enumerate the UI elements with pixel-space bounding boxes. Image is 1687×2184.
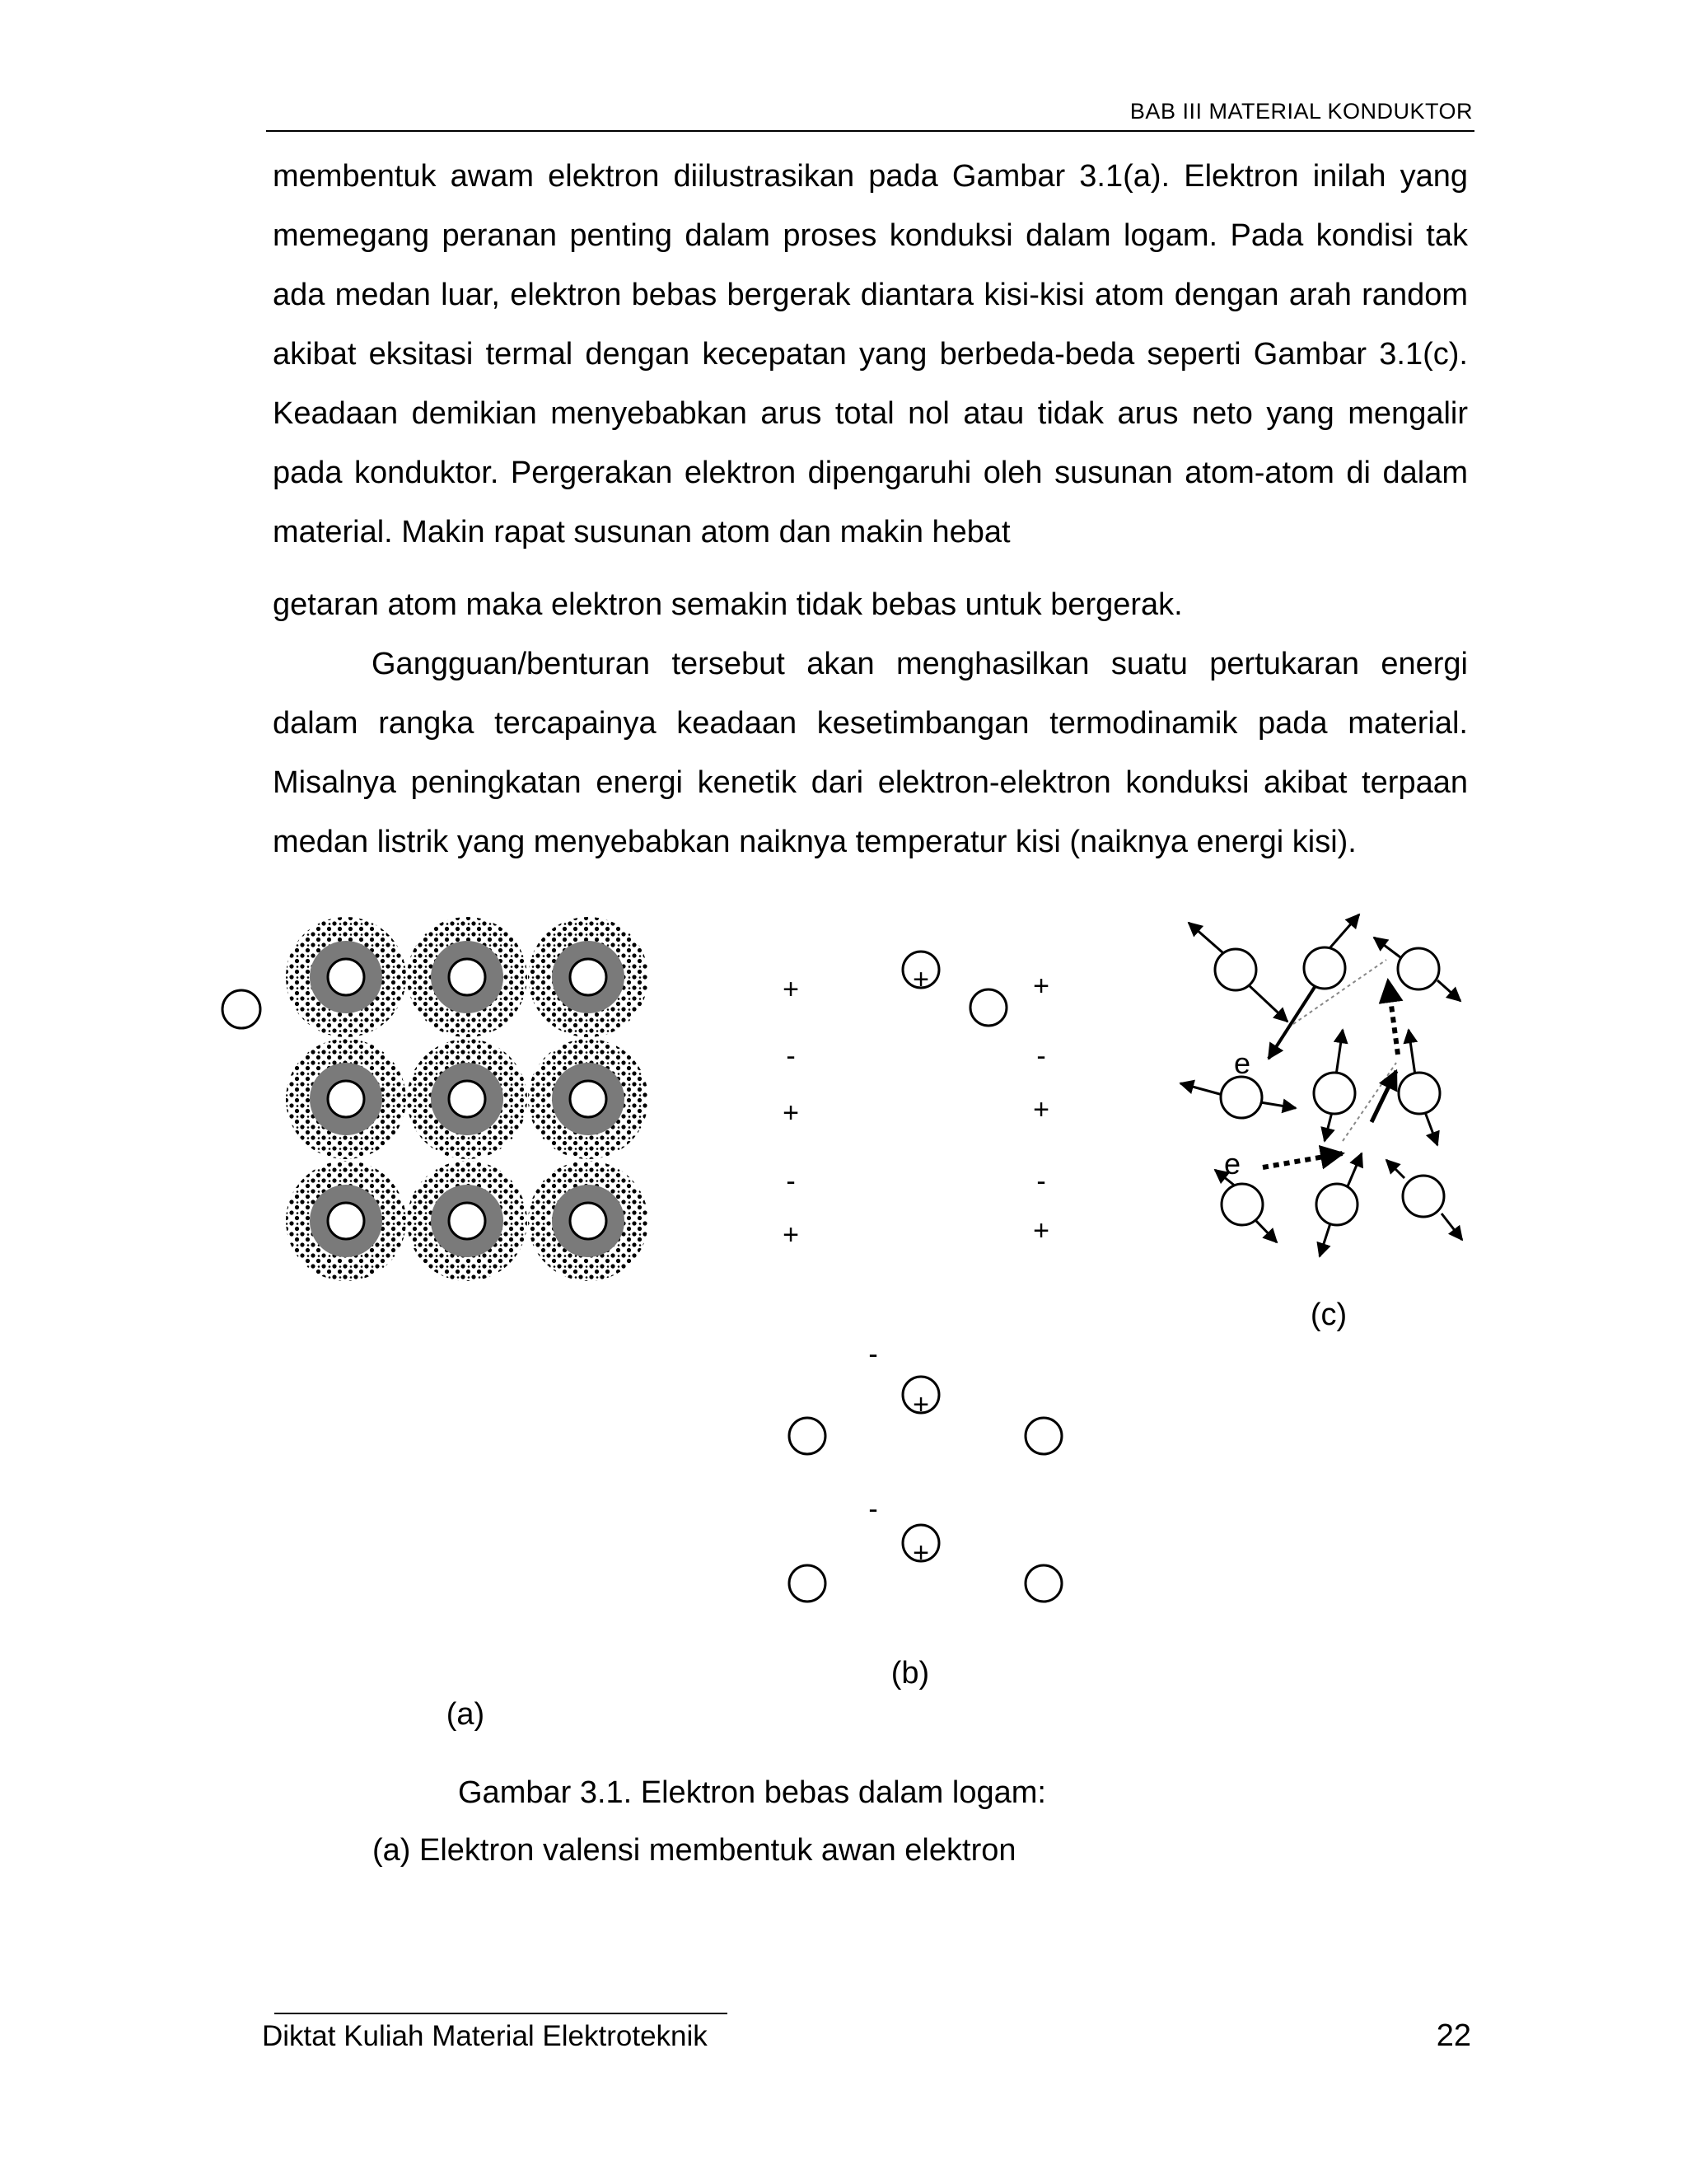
minus-sign: - bbox=[868, 1339, 878, 1370]
plus-sign: + bbox=[783, 974, 799, 1005]
atom-cloud bbox=[286, 917, 406, 1037]
electron bbox=[1221, 1077, 1262, 1118]
electron bbox=[1215, 949, 1256, 990]
atom bbox=[1026, 1418, 1062, 1454]
minus-sign: - bbox=[1036, 1166, 1046, 1197]
ion-plus-sign: + bbox=[913, 1389, 929, 1420]
minus-sign: - bbox=[786, 1166, 796, 1197]
atom bbox=[1026, 1565, 1062, 1602]
electron bbox=[1398, 948, 1439, 989]
footer-book-title: Diktat Kuliah Material Elektroteknik bbox=[262, 2020, 708, 2052]
ion-plus-sign: + bbox=[913, 1537, 929, 1569]
plus-sign: + bbox=[1033, 1215, 1049, 1246]
figure-a-lattice bbox=[222, 917, 648, 1281]
electron bbox=[1399, 1073, 1440, 1114]
atom-cloud bbox=[407, 1161, 527, 1281]
paragraph-1: membentuk awam elektron diilustrasikan pada Gambar 3.1(a). Elektron inilah yang memegang peranan penting dalam proses konduksi dalam logam. Pada kondisi tak ada medan luar, elektron bebas bergerak diantara kisi-kisi atom dengan arah random akibat eksitasi termal dengan kecepatan yang berbeda-beda seperti Gambar 3.1(c). Keadaan demikian menyebabkan arus total nol atau tidak arus neto yang mengalir pada konduktor. Pergerakan elektron dipengaruhi oleh susunan atom-atom di dalam material. Makin rapat susunan atom dan makin hebat bbox=[273, 159, 1468, 550]
atom bbox=[789, 1418, 825, 1454]
figure-caption-title: Gambar 3.1. Elektron bebas dalam logam: bbox=[458, 1775, 1046, 1810]
figure-c bbox=[1180, 914, 1462, 1256]
electron bbox=[1222, 1184, 1263, 1225]
atom-cloud bbox=[286, 1161, 406, 1281]
atom bbox=[970, 989, 1007, 1026]
atom-cloud bbox=[528, 1039, 648, 1159]
footer-rule bbox=[274, 2013, 727, 2014]
atom-cloud bbox=[528, 917, 648, 1037]
paragraph-2: Gangguan/benturan tersebut akan menghasilkan suatu pertukaran energi dalam rangka tercapainya keadaan kesetimbangan termodinamik pada material. Misalnya peningkatan energi kenetik dari elektron-elektron konduksi akibat terpaan medan listrik yang menyebabkan naiknya temperatur kisi (naiknya energi kisi). bbox=[273, 647, 1468, 859]
plus-sign: + bbox=[783, 1219, 799, 1251]
electron bbox=[1403, 1176, 1444, 1217]
minus-sign: - bbox=[786, 1041, 796, 1072]
electron bbox=[1316, 1184, 1358, 1225]
plus-sign: + bbox=[1033, 970, 1049, 1002]
plus-sign: + bbox=[1033, 1094, 1049, 1125]
electron bbox=[1304, 947, 1345, 989]
atom-cloud bbox=[286, 1039, 406, 1159]
atom bbox=[789, 1565, 825, 1602]
figure-caption-a: (a) Elektron valensi membentuk awan elektron bbox=[372, 1833, 1016, 1868]
electron bbox=[1314, 1073, 1355, 1114]
minus-sign: - bbox=[1036, 1041, 1046, 1072]
atom-cloud bbox=[528, 1161, 648, 1281]
electron-label: e bbox=[1223, 1147, 1241, 1181]
minus-sign: - bbox=[868, 1494, 878, 1525]
label-c: (c) bbox=[1310, 1298, 1348, 1332]
running-header: BAB III MATERIAL KONDUKTOR bbox=[1129, 99, 1473, 124]
label-b: (b) bbox=[890, 1656, 930, 1691]
paragraph-1-end: getaran atom maka elektron semakin tidak bebas untuk bergerak. bbox=[273, 587, 1183, 622]
atom-cloud bbox=[407, 1039, 527, 1159]
page-number: 22 bbox=[1436, 2018, 1471, 2053]
atom-cloud bbox=[407, 917, 527, 1037]
ion-plus-sign: + bbox=[913, 964, 929, 995]
figure-b bbox=[783, 952, 1062, 1602]
electron-label: e bbox=[1233, 1046, 1251, 1080]
label-a: (a) bbox=[446, 1697, 485, 1732]
free-atom bbox=[222, 990, 260, 1028]
plus-sign: + bbox=[783, 1097, 799, 1129]
